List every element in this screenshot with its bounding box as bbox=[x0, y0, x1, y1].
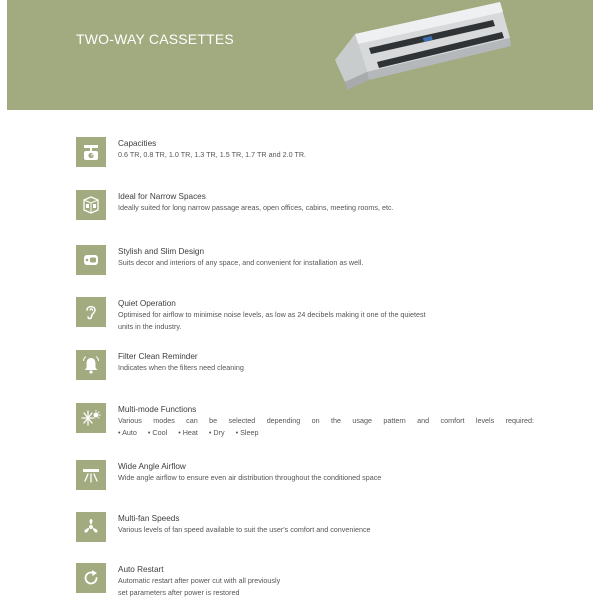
feature-desc: Suits decor and interiors of any space, and convenient for installation as well. bbox=[118, 258, 364, 267]
bell-icon bbox=[76, 350, 106, 380]
snowflake-sun-icon bbox=[76, 403, 106, 433]
page-title: TWO-WAY CASSETTES bbox=[76, 31, 234, 47]
feature-desc: set parameters after power is restored bbox=[118, 588, 240, 597]
feature-desc: units in the industry. bbox=[118, 322, 182, 331]
restart-icon bbox=[76, 563, 106, 593]
mode-sleep: • Sleep bbox=[235, 428, 259, 437]
feature-title: Multi-mode Functions bbox=[118, 405, 197, 414]
feature-desc: Automatic restart after power cut with all previously bbox=[118, 576, 281, 585]
airflow-icon bbox=[76, 460, 106, 490]
mode-heat: • Heat bbox=[178, 428, 198, 437]
feature-desc: Wide angle airflow to ensure even air distribution throughout the conditioned space bbox=[118, 473, 382, 482]
feature-title: Quiet Operation bbox=[118, 299, 176, 308]
feature-desc: Optimised for airflow to minimise noise levels, as low as 24 decibels making it one of the quietest bbox=[118, 310, 426, 319]
feature-desc: 0.6 TR, 0.8 TR, 1.0 TR, 1.3 TR, 1.5 TR, 1.7 TR and 2.0 TR. bbox=[118, 150, 307, 159]
mode-cool: • Cool bbox=[147, 428, 168, 437]
feature-desc: Various levels of fan speed available to suit the user's comfort and convenience bbox=[118, 525, 371, 534]
feature-title: Auto Restart bbox=[118, 565, 164, 574]
feature-title: Ideal for Narrow Spaces bbox=[118, 192, 206, 201]
feature-desc: Ideally suited for long narrow passage areas, open offices, cabins, meeting rooms, etc. bbox=[118, 203, 394, 212]
narrow-space-icon bbox=[76, 190, 106, 220]
fan-icon bbox=[76, 512, 106, 542]
feature-desc: Various modes can be selected depending on the usage pattern and comfort levels required: bbox=[118, 416, 534, 425]
slim-design-icon bbox=[76, 245, 106, 275]
mode-auto: • Auto bbox=[118, 428, 137, 437]
feature-title: Wide Angle Airflow bbox=[118, 462, 186, 471]
feature-desc: Indicates when the filters need cleaning bbox=[118, 363, 244, 372]
feature-title: Stylish and Slim Design bbox=[118, 247, 205, 256]
feature-title: Filter Clean Reminder bbox=[118, 352, 198, 361]
weighing-scale-icon bbox=[76, 137, 106, 167]
quiet-ear-icon bbox=[76, 297, 106, 327]
mode-list bbox=[118, 427, 534, 439]
feature-title: Capacities bbox=[118, 139, 157, 148]
feature-title: Multi-fan Speeds bbox=[118, 514, 180, 523]
mode-dry: • Dry bbox=[208, 428, 225, 437]
